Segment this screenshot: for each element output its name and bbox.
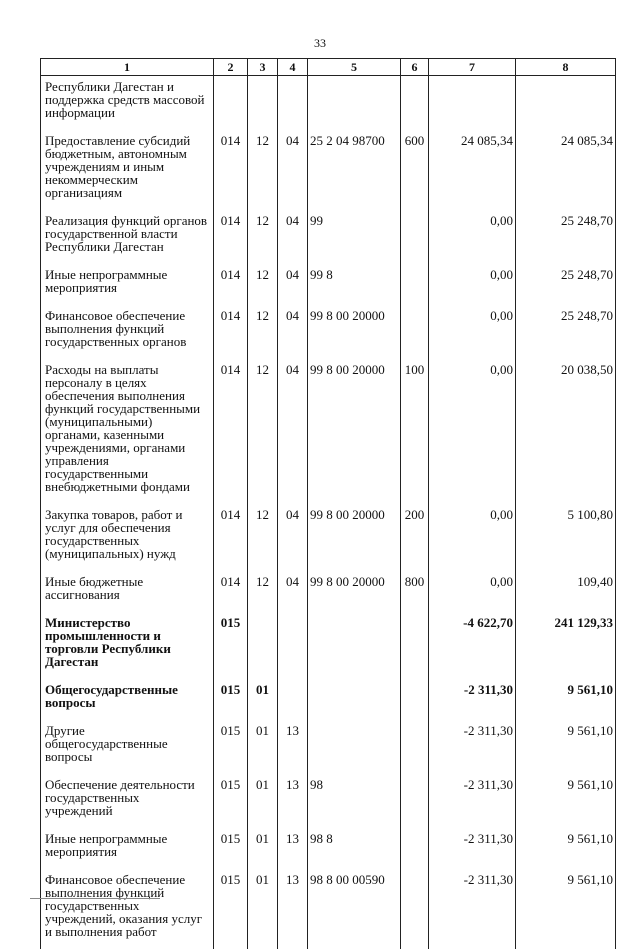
cell-amount-total: 24 085,34 <box>516 130 616 210</box>
row-name: Обеспечение деятельности государственных учреждений <box>41 774 214 828</box>
cell-expense-type <box>401 679 429 720</box>
page-number: 33 <box>0 36 640 51</box>
cell-amount-total: 9 561,10 <box>516 869 616 949</box>
cell-target-article: 99 8 <box>308 264 401 305</box>
table-row <box>41 720 616 774</box>
table-body <box>41 76 616 949</box>
cell-ministry-code: 015 <box>214 720 248 774</box>
row-name: Иные непрограммные мероприятия <box>41 828 214 869</box>
cell-expense-type: 600 <box>401 130 429 210</box>
budget-table <box>40 58 616 949</box>
column-header: 5 <box>308 59 401 76</box>
cell-ministry-code: 015 <box>214 774 248 828</box>
cell-subsection: 13 <box>278 774 308 828</box>
cell-subsection: 04 <box>278 305 308 359</box>
table-row <box>41 76 616 131</box>
row-name: Расходы на выплаты персоналу в целях обеспечения выполнения функций государственными (муниципальными) органами, казенными учреждениями, органами управления государственными внебюджетными фондами <box>41 359 214 504</box>
cell-target-article: 99 8 00 20000 <box>308 305 401 359</box>
cell-target-article <box>308 76 401 131</box>
cell-amount-change: 0,00 <box>429 504 516 571</box>
table-row <box>41 359 616 504</box>
footer-divider <box>30 898 160 899</box>
table-header-row <box>41 59 616 76</box>
cell-amount-change: -2 311,30 <box>429 774 516 828</box>
cell-subsection <box>278 679 308 720</box>
table-row <box>41 571 616 612</box>
cell-subsection: 04 <box>278 130 308 210</box>
cell-subsection: 13 <box>278 869 308 949</box>
table-row <box>41 504 616 571</box>
cell-section <box>248 76 278 131</box>
cell-ministry-code: 014 <box>214 130 248 210</box>
cell-section: 01 <box>248 720 278 774</box>
row-name: Финансовое обеспечение выполнения функций государственных учреждений, оказания услуг и выполнения работ <box>41 869 214 949</box>
cell-expense-type <box>401 210 429 264</box>
cell-target-article <box>308 612 401 679</box>
table-row <box>41 869 616 949</box>
cell-section: 12 <box>248 305 278 359</box>
cell-target-article: 99 <box>308 210 401 264</box>
cell-amount-total <box>516 76 616 131</box>
cell-amount-total: 5 100,80 <box>516 504 616 571</box>
cell-section: 01 <box>248 828 278 869</box>
table-row <box>41 679 616 720</box>
cell-amount-change: 0,00 <box>429 210 516 264</box>
row-name: Республики Дагестан и поддержка средств массовой информации <box>41 76 214 131</box>
cell-expense-type <box>401 305 429 359</box>
cell-amount-change <box>429 76 516 131</box>
column-header: 8 <box>516 59 616 76</box>
cell-amount-change: 0,00 <box>429 571 516 612</box>
cell-section: 12 <box>248 504 278 571</box>
cell-expense-type <box>401 869 429 949</box>
cell-subsection <box>278 612 308 679</box>
cell-amount-total: 25 248,70 <box>516 210 616 264</box>
cell-amount-change: -2 311,30 <box>429 720 516 774</box>
cell-ministry-code: 014 <box>214 305 248 359</box>
column-header: 4 <box>278 59 308 76</box>
cell-amount-change: -2 311,30 <box>429 679 516 720</box>
cell-target-article: 25 2 04 98700 <box>308 130 401 210</box>
cell-subsection: 04 <box>278 264 308 305</box>
cell-expense-type <box>401 264 429 305</box>
cell-amount-total: 9 561,10 <box>516 679 616 720</box>
cell-amount-total: 20 038,50 <box>516 359 616 504</box>
cell-subsection: 04 <box>278 504 308 571</box>
cell-ministry-code: 014 <box>214 264 248 305</box>
cell-amount-total: 241 129,33 <box>516 612 616 679</box>
cell-section: 12 <box>248 130 278 210</box>
cell-amount-change: -2 311,30 <box>429 828 516 869</box>
table-row <box>41 828 616 869</box>
cell-expense-type: 100 <box>401 359 429 504</box>
cell-section: 12 <box>248 264 278 305</box>
cell-target-article: 98 <box>308 774 401 828</box>
row-name: Общегосударственные вопросы <box>41 679 214 720</box>
cell-target-article: 99 8 00 20000 <box>308 359 401 504</box>
cell-amount-change: 24 085,34 <box>429 130 516 210</box>
cell-ministry-code: 014 <box>214 504 248 571</box>
cell-amount-change: 0,00 <box>429 264 516 305</box>
column-header: 7 <box>429 59 516 76</box>
cell-expense-type <box>401 76 429 131</box>
cell-ministry-code: 015 <box>214 828 248 869</box>
cell-subsection: 13 <box>278 828 308 869</box>
cell-section: 12 <box>248 359 278 504</box>
cell-section: 01 <box>248 869 278 949</box>
row-name: Предоставление субсидий бюджетным, автономным учреждениям и иным некоммерческим организациям <box>41 130 214 210</box>
cell-amount-total: 25 248,70 <box>516 305 616 359</box>
cell-section: 01 <box>248 774 278 828</box>
column-header: 3 <box>248 59 278 76</box>
cell-expense-type <box>401 720 429 774</box>
column-header: 2 <box>214 59 248 76</box>
cell-section: 01 <box>248 679 278 720</box>
table-row <box>41 210 616 264</box>
row-name: Финансовое обеспечение выполнения функций государственных органов <box>41 305 214 359</box>
cell-expense-type <box>401 828 429 869</box>
cell-ministry-code: 015 <box>214 869 248 949</box>
table-row <box>41 612 616 679</box>
cell-expense-type <box>401 774 429 828</box>
cell-target-article: 98 8 00 00590 <box>308 869 401 949</box>
cell-subsection: 04 <box>278 571 308 612</box>
cell-amount-total: 9 561,10 <box>516 828 616 869</box>
row-name: Другие общегосударственные вопросы <box>41 720 214 774</box>
cell-amount-change: 0,00 <box>429 305 516 359</box>
cell-amount-total: 109,40 <box>516 571 616 612</box>
cell-ministry-code: 014 <box>214 359 248 504</box>
column-header: 6 <box>401 59 429 76</box>
cell-ministry-code: 015 <box>214 679 248 720</box>
cell-target-article: 99 8 00 20000 <box>308 571 401 612</box>
cell-ministry-code: 014 <box>214 210 248 264</box>
row-name: Министерство промышленности и торговли Республики Дагестан <box>41 612 214 679</box>
row-name: Иные непрограммные мероприятия <box>41 264 214 305</box>
cell-amount-change: -2 311,30 <box>429 869 516 949</box>
cell-subsection <box>278 76 308 131</box>
cell-target-article <box>308 679 401 720</box>
cell-amount-change: 0,00 <box>429 359 516 504</box>
cell-section: 12 <box>248 210 278 264</box>
cell-target-article: 98 8 <box>308 828 401 869</box>
column-header: 1 <box>41 59 214 76</box>
cell-expense-type: 800 <box>401 571 429 612</box>
table-row <box>41 305 616 359</box>
cell-ministry-code <box>214 76 248 131</box>
row-name: Закупка товаров, работ и услуг для обеспечения государственных (муниципальных) нужд <box>41 504 214 571</box>
cell-amount-total: 9 561,10 <box>516 720 616 774</box>
row-name: Реализация функций органов государственной власти Республики Дагестан <box>41 210 214 264</box>
cell-subsection: 04 <box>278 359 308 504</box>
cell-target-article <box>308 720 401 774</box>
cell-amount-total: 25 248,70 <box>516 264 616 305</box>
cell-amount-total: 9 561,10 <box>516 774 616 828</box>
cell-target-article: 99 8 00 20000 <box>308 504 401 571</box>
table-row <box>41 130 616 210</box>
table-row <box>41 774 616 828</box>
cell-amount-change: -4 622,70 <box>429 612 516 679</box>
cell-expense-type: 200 <box>401 504 429 571</box>
cell-expense-type <box>401 612 429 679</box>
cell-subsection: 04 <box>278 210 308 264</box>
row-name: Иные бюджетные ассигнования <box>41 571 214 612</box>
cell-ministry-code: 015 <box>214 612 248 679</box>
cell-section <box>248 612 278 679</box>
cell-section: 12 <box>248 571 278 612</box>
table-row <box>41 264 616 305</box>
cell-subsection: 13 <box>278 720 308 774</box>
cell-ministry-code: 014 <box>214 571 248 612</box>
